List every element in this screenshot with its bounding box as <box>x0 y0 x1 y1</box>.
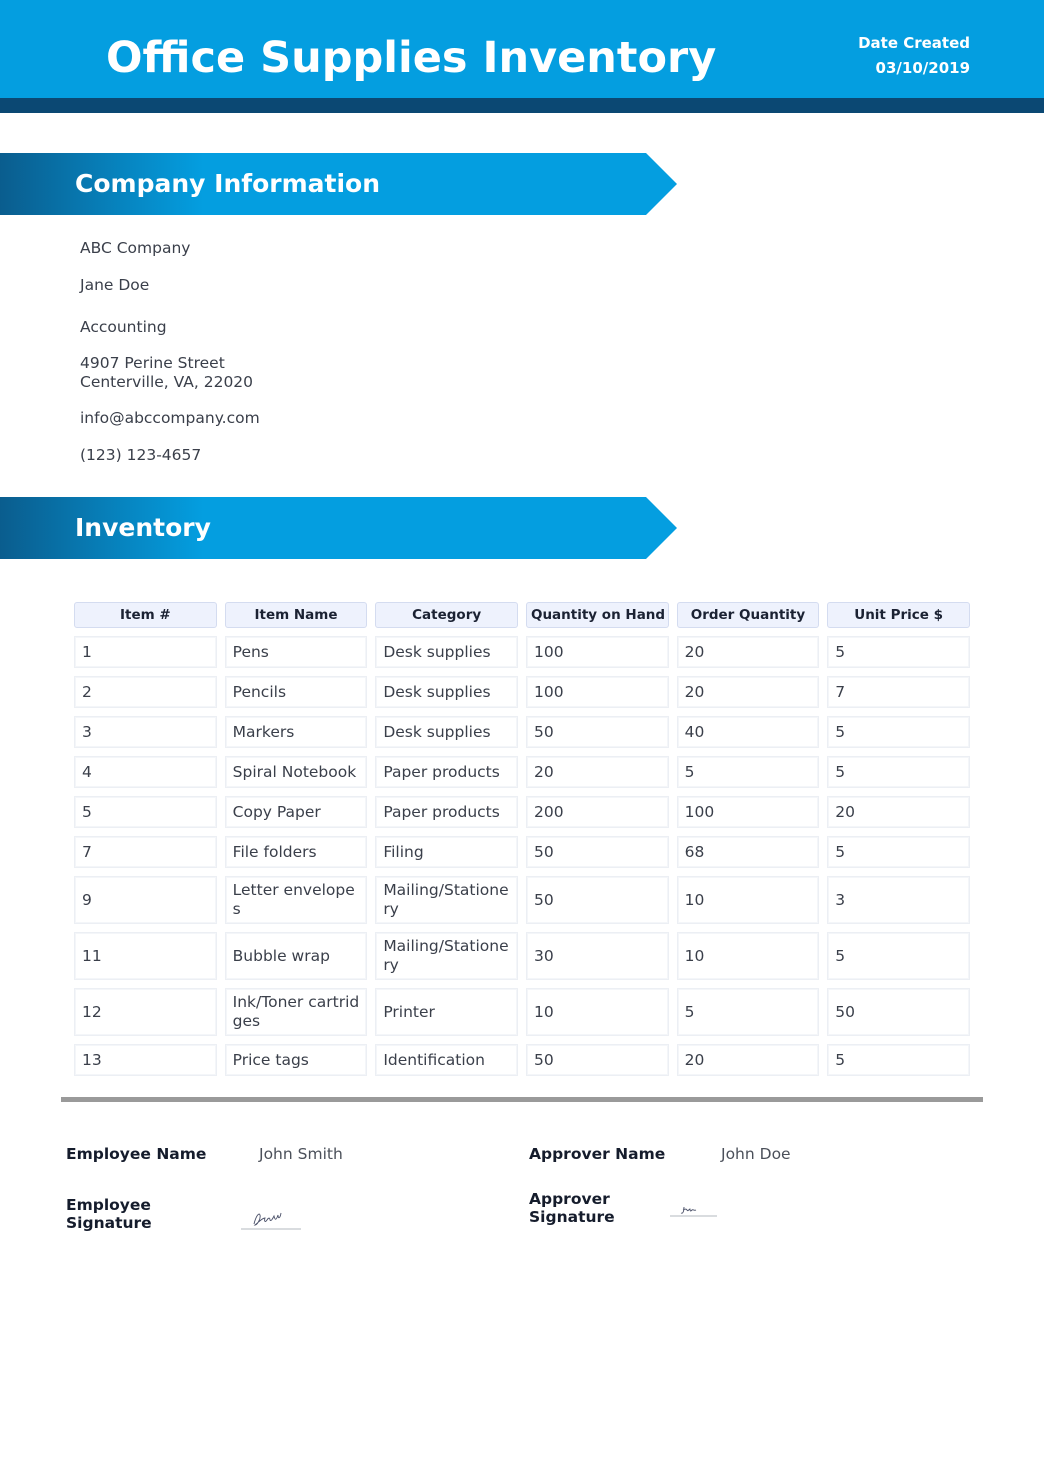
employee-name-value: John Smith <box>259 1145 343 1163</box>
cell-unit-price: 5 <box>827 756 970 788</box>
cell-category: Identification <box>375 1044 518 1076</box>
inventory-banner <box>0 497 678 559</box>
table-row <box>74 796 970 828</box>
column-header-item-number: Item # <box>74 602 217 628</box>
employee-signature-label: Employee Signature <box>66 1196 152 1232</box>
table-row <box>74 676 970 708</box>
cell-quantity-on-hand: 50 <box>526 876 669 924</box>
cell-category: Mailing/Stationery <box>375 932 518 980</box>
header-accent-bar <box>0 98 1044 113</box>
employee-signature <box>240 1206 302 1236</box>
cell-category: Filing <box>375 836 518 868</box>
cell-category: Mailing/Stationery <box>375 876 518 924</box>
cell-category: Desk supplies <box>375 676 518 708</box>
table-row <box>74 836 970 868</box>
company-info-heading: Company Information <box>75 169 381 198</box>
approver-signature <box>669 1200 719 1224</box>
cell-order-quantity: 40 <box>677 716 820 748</box>
column-header-item-name: Item Name <box>225 602 368 628</box>
cell-item-number: 5 <box>74 796 217 828</box>
cell-item-number: 9 <box>74 876 217 924</box>
cell-order-quantity: 20 <box>677 636 820 668</box>
approver-name-label: Approver Name <box>529 1145 666 1163</box>
section-divider <box>61 1097 983 1102</box>
column-header-category: Category <box>375 602 518 628</box>
cell-quantity-on-hand: 10 <box>526 988 669 1036</box>
cell-unit-price: 5 <box>827 836 970 868</box>
cell-item-number: 1 <box>74 636 217 668</box>
department: Accounting <box>80 318 167 336</box>
cell-order-quantity: 5 <box>677 756 820 788</box>
employee-name-label: Employee Name <box>66 1145 207 1163</box>
cell-order-quantity: 10 <box>677 932 820 980</box>
approver-signature-label: Approver Signature <box>529 1190 615 1226</box>
table-row <box>74 988 970 1036</box>
table-row <box>74 1044 970 1076</box>
phone: (123) 123-4657 <box>80 446 202 464</box>
cell-category: Paper products <box>375 756 518 788</box>
address-line-2: Centerville, VA, 22020 <box>80 373 254 391</box>
cell-quantity-on-hand: 50 <box>526 716 669 748</box>
cell-item-name: File folders <box>225 836 368 868</box>
cell-quantity-on-hand: 20 <box>526 756 669 788</box>
cell-item-number: 3 <box>74 716 217 748</box>
table-row <box>74 716 970 748</box>
cell-order-quantity: 68 <box>677 836 820 868</box>
column-header-order-quantity: Order Quantity <box>677 602 820 628</box>
cell-item-number: 11 <box>74 932 217 980</box>
cell-item-name: Letter envelopes <box>225 876 368 924</box>
cell-item-name: Spiral Notebook <box>225 756 368 788</box>
cell-quantity-on-hand: 50 <box>526 1044 669 1076</box>
cell-quantity-on-hand: 100 <box>526 636 669 668</box>
cell-item-number: 13 <box>74 1044 217 1076</box>
date-created-label: Date Created <box>858 34 970 52</box>
table-row <box>74 876 970 924</box>
email: info@abccompany.com <box>80 409 260 427</box>
cell-item-name: Bubble wrap <box>225 932 368 980</box>
column-header-unit-price: Unit Price $ <box>827 602 970 628</box>
cell-unit-price: 50 <box>827 988 970 1036</box>
cell-category: Paper products <box>375 796 518 828</box>
cell-item-name: Pens <box>225 636 368 668</box>
cell-unit-price: 20 <box>827 796 970 828</box>
cell-item-number: 12 <box>74 988 217 1036</box>
cell-quantity-on-hand: 50 <box>526 836 669 868</box>
cell-quantity-on-hand: 200 <box>526 796 669 828</box>
inventory-table <box>66 594 978 1084</box>
table-row <box>74 932 970 980</box>
company-info-banner <box>0 153 678 215</box>
cell-order-quantity: 5 <box>677 988 820 1036</box>
cell-unit-price: 7 <box>827 676 970 708</box>
cell-unit-price: 5 <box>827 716 970 748</box>
cell-unit-price: 5 <box>827 1044 970 1076</box>
table-row <box>74 756 970 788</box>
date-created-value: 03/10/2019 <box>875 59 970 77</box>
cell-item-name: Copy Paper <box>225 796 368 828</box>
cell-order-quantity: 20 <box>677 676 820 708</box>
cell-unit-price: 5 <box>827 932 970 980</box>
address-line-1: 4907 Perine Street <box>80 354 225 372</box>
cell-item-name: Pencils <box>225 676 368 708</box>
contact-name: Jane Doe <box>80 276 150 294</box>
company-name: ABC Company <box>80 239 191 257</box>
cell-quantity-on-hand: 100 <box>526 676 669 708</box>
cell-item-number: 2 <box>74 676 217 708</box>
cell-unit-price: 5 <box>827 636 970 668</box>
cell-item-number: 7 <box>74 836 217 868</box>
cell-order-quantity: 10 <box>677 876 820 924</box>
cell-unit-price: 3 <box>827 876 970 924</box>
cell-category: Printer <box>375 988 518 1036</box>
cell-category: Desk supplies <box>375 636 518 668</box>
approver-name-value: John Doe <box>721 1145 791 1163</box>
column-header-quantity-on-hand: Quantity on Hand <box>526 602 669 628</box>
cell-quantity-on-hand: 30 <box>526 932 669 980</box>
cell-category: Desk supplies <box>375 716 518 748</box>
cell-item-name: Ink/Toner cartridges <box>225 988 368 1036</box>
cell-order-quantity: 20 <box>677 1044 820 1076</box>
cell-item-number: 4 <box>74 756 217 788</box>
cell-item-name: Markers <box>225 716 368 748</box>
cell-item-name: Price tags <box>225 1044 368 1076</box>
table-row <box>74 636 970 668</box>
inventory-heading: Inventory <box>75 513 211 542</box>
table-header-row <box>74 602 970 628</box>
cell-order-quantity: 100 <box>677 796 820 828</box>
page-title: Office Supplies Inventory <box>106 33 717 83</box>
